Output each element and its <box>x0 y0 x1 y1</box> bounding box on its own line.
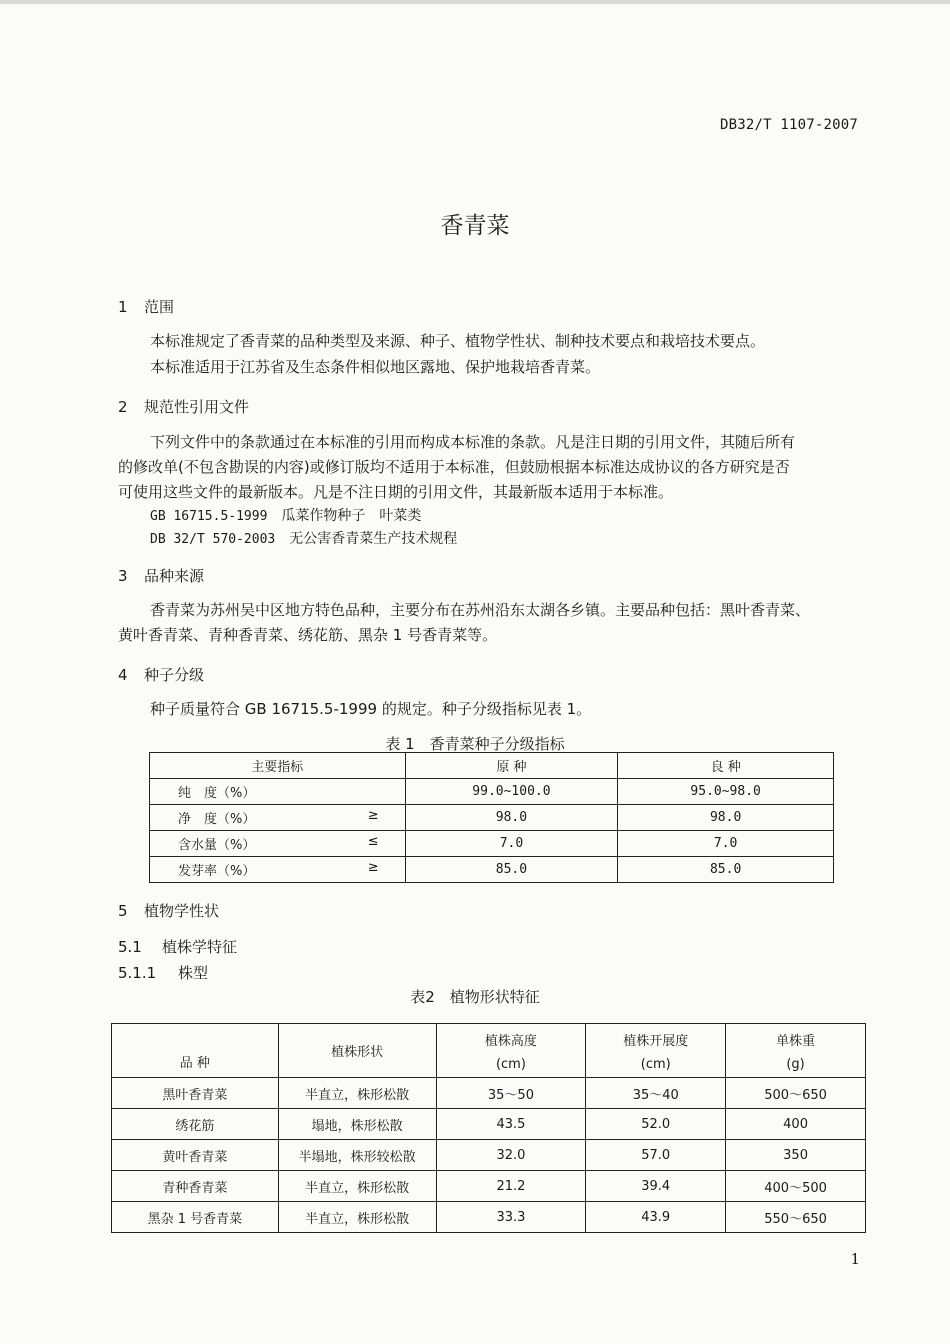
section-4-paragraph: 种子质量符合 GB 16715.5-1999 的规定。种子分级指标见表 1。 <box>150 700 592 718</box>
height-cell: 33.3 <box>436 1202 586 1233</box>
header-cell: 品 种 <box>112 1024 279 1078</box>
value-cell: 98.0 <box>405 805 618 831</box>
indicator-cell: 发芽率（%） ≥ <box>150 857 406 883</box>
height-cell: 21.2 <box>436 1171 586 1202</box>
section-2-paragraph-line-2: 的修改单(不包含勘误的内容)或修订版均不适用于本标准，但鼓励根据本标准达成协议的各方研究是否 <box>118 458 790 476</box>
spread-cell: 52.0 <box>586 1109 726 1140</box>
page-title: 香青菜 <box>440 213 510 239</box>
table-2-caption: 表2 植物形状特征 <box>410 988 540 1006</box>
table-header-row <box>112 1024 866 1078</box>
section-2-heading: 2 规范性引用文件 <box>118 398 250 416</box>
seed-grading-table <box>149 752 834 883</box>
shape-cell: 半直立，株形松散 <box>278 1078 436 1109</box>
header-cell: 植株形状 <box>278 1024 436 1078</box>
table-row <box>150 779 834 805</box>
section-1-heading: 1 范围 <box>118 298 175 316</box>
section-3-heading: 3 品种来源 <box>118 567 205 585</box>
table-row <box>112 1171 866 1202</box>
spread-cell: 35～40 <box>586 1078 726 1109</box>
indicator-cell: 纯 度（%） <box>150 779 406 805</box>
scan-edge <box>0 0 950 4</box>
header-cell: 良 种 <box>618 753 834 779</box>
variety-cell: 黑杂 1 号香青菜 <box>112 1202 279 1233</box>
value-cell: 85.0 <box>618 857 834 883</box>
header-cell: 主要指标 <box>150 753 406 779</box>
weight-cell: 550～650 <box>726 1202 866 1233</box>
reference-item: DB 32/T 570-2003 无公害香青菜生产技术规程 <box>150 531 458 547</box>
spread-cell: 39.4 <box>586 1171 726 1202</box>
section-5-1-heading: 5.1 植株学特征 <box>118 938 238 956</box>
table-row <box>150 805 834 831</box>
section-2-paragraph-line-1: 下列文件中的条款通过在本标准的引用而构成本标准的条款。凡是注日期的引用文件，其随后所有 <box>150 433 796 451</box>
header-cell: 原 种 <box>405 753 618 779</box>
table-row <box>150 857 834 883</box>
header-cell: 单株重 (g) <box>726 1024 866 1078</box>
shape-cell: 塌地，株形松散 <box>278 1109 436 1140</box>
table-header-row <box>150 753 834 779</box>
plant-traits-table <box>111 1023 866 1233</box>
height-cell: 35～50 <box>436 1078 586 1109</box>
header-cell: 植株开展度 (cm) <box>586 1024 726 1078</box>
value-cell: 99.0~100.0 <box>405 779 618 805</box>
section-3-paragraph-line-1: 香青菜为苏州吴中区地方特色品种，主要分布在苏州沿东太湖各乡镇。主要品种包括：黑叶香青菜、 <box>150 601 811 619</box>
table-row <box>112 1202 866 1233</box>
section-5-heading: 5 植物学性状 <box>118 902 220 920</box>
shape-cell: 半直立，株形松散 <box>278 1171 436 1202</box>
section-5-1-1-heading: 5.1.1 株型 <box>118 964 209 982</box>
value-cell: 7.0 <box>405 831 618 857</box>
document-number: DB32/T 1107-2007 <box>719 117 858 133</box>
section-1-paragraph-1: 本标准规定了香青菜的品种类型及来源、种子、植物学性状、制种技术要点和栽培技术要点。 <box>150 332 766 350</box>
value-cell: 7.0 <box>618 831 834 857</box>
spread-cell: 43.9 <box>586 1202 726 1233</box>
variety-cell: 黄叶香青菜 <box>112 1140 279 1171</box>
page-number: 1 <box>850 1250 860 1268</box>
table-row <box>112 1109 866 1140</box>
table-row <box>150 831 834 857</box>
height-cell: 32.0 <box>436 1140 586 1171</box>
shape-cell: 半直立，株形松散 <box>278 1202 436 1233</box>
value-cell: 98.0 <box>618 805 834 831</box>
value-cell: 85.0 <box>405 857 618 883</box>
table-row <box>112 1078 866 1109</box>
value-cell: 95.0~98.0 <box>618 779 834 805</box>
section-2-paragraph-line-3: 可使用这些文件的最新版本。凡是不注日期的引用文件，其最新版本适用于本标准。 <box>118 483 674 501</box>
shape-cell: 半塌地，株形较松散 <box>278 1140 436 1171</box>
header-cell: 植株高度 (cm) <box>436 1024 586 1078</box>
table-row <box>112 1140 866 1171</box>
section-4-heading: 4 种子分级 <box>118 666 205 684</box>
section-3-paragraph-line-2: 黄叶香青菜、青种香青菜、绣花筋、黑杂 1 号香青菜等。 <box>118 626 498 644</box>
variety-cell: 青种香青菜 <box>112 1171 279 1202</box>
variety-cell: 绣花筋 <box>112 1109 279 1140</box>
weight-cell: 400 <box>726 1109 866 1140</box>
indicator-cell: 净 度（%） ≥ <box>150 805 406 831</box>
weight-cell: 500～650 <box>726 1078 866 1109</box>
weight-cell: 400～500 <box>726 1171 866 1202</box>
section-1-paragraph-2: 本标准适用于江苏省及生态条件相似地区露地、保护地栽培香青菜。 <box>150 358 601 376</box>
variety-cell: 黑叶香青菜 <box>112 1078 279 1109</box>
weight-cell: 350 <box>726 1140 866 1171</box>
table-1-caption: 表 1 香青菜种子分级指标 <box>385 735 565 753</box>
height-cell: 43.5 <box>436 1109 586 1140</box>
spread-cell: 57.0 <box>586 1140 726 1171</box>
indicator-cell: 含水量（%） ≤ <box>150 831 406 857</box>
reference-item: GB 16715.5-1999 瓜菜作物种子 叶菜类 <box>150 508 422 524</box>
